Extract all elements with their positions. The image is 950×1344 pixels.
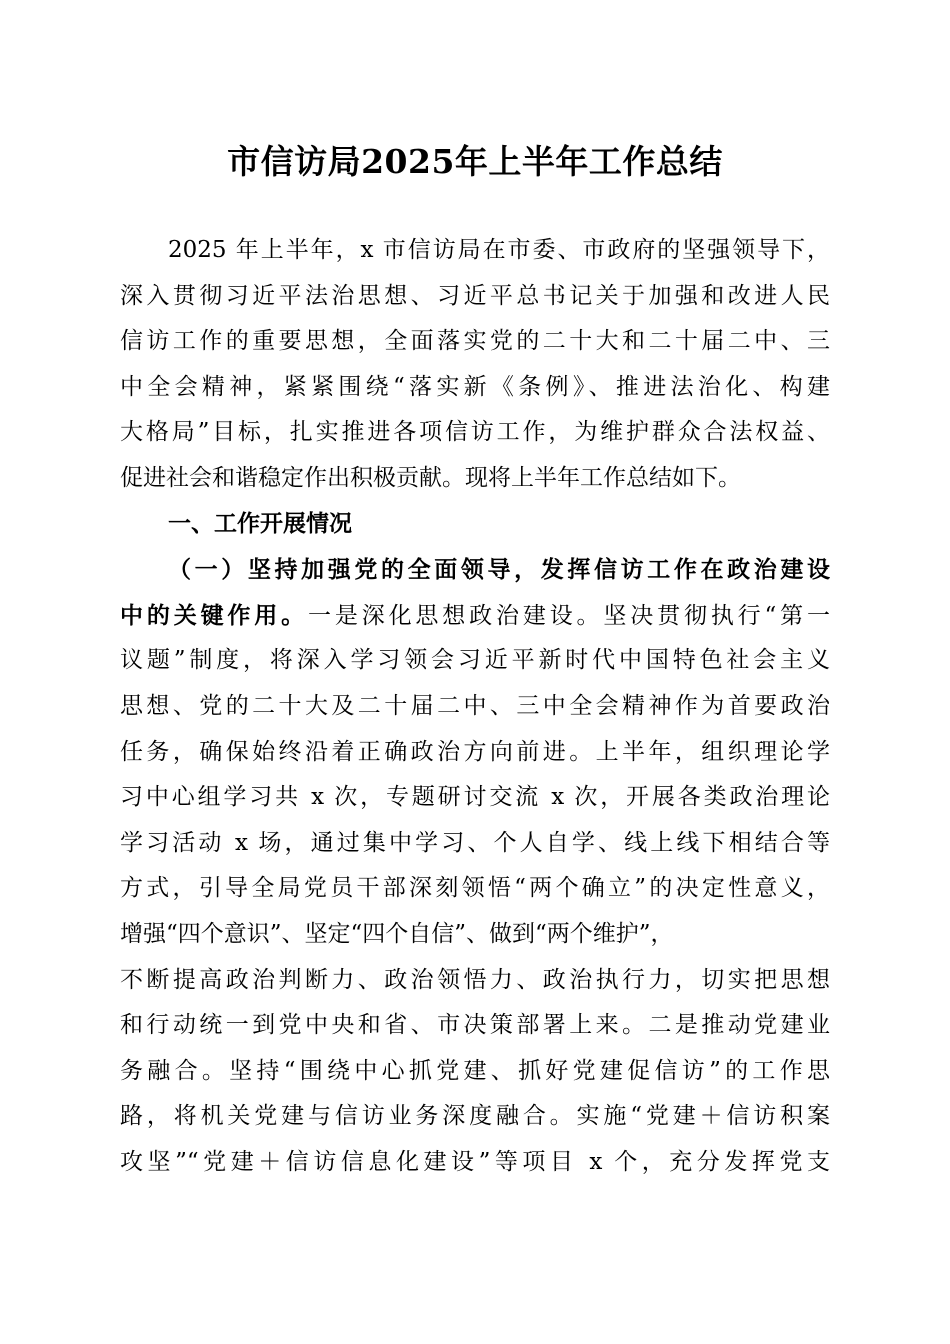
intro-line: 2025 年上半年，x 市信访局在市委、市政府的坚强领导下， (168, 237, 830, 263)
intro-line: 中全会精神，紧紧围绕“落实新《条例》、推进法治化、构建 (120, 373, 830, 400)
subsection-line: 攻坚”“党建＋信访信息化建设”等项目 x 个，充分发挥党支 (120, 1148, 830, 1175)
subsection-line: 增强“四个意识”、坚定“四个自信”、做到“两个维护”， (120, 920, 674, 947)
subsection-line: 思想、党的二十大及二十届二中、三中全会精神作为首要政治 (120, 692, 830, 719)
document-body (120, 228, 830, 1185)
subsection-line: 不断提高政治判断力、政治领悟力、政治执行力，切实把思想 (120, 966, 830, 993)
intro-line: 深入贯彻习近平法治思想、习近平总书记关于加强和改进人民 (120, 282, 830, 309)
subsection-line (120, 593, 830, 639)
subsection-line: 任务，确保始终沿着正确政治方向前进。上半年，组织理论学 (120, 738, 830, 765)
subsection-lead-line: （一）坚持加强党的全面领导，发挥信访工作在政治建设 (168, 556, 830, 584)
subsection-line: 方式，引导全局党员干部深刻领悟“两个确立”的决定性意义， (120, 875, 830, 902)
subsection-line-rest: 一是深化思想政治建设。坚决贯彻执行“第一 (308, 602, 831, 629)
intro-line: 促进社会和谐稳定作出积极贡献。现将上半年工作总结如下。 (120, 464, 741, 491)
intro-line: 信访工作的重要思想，全面落实党的二十大和二十届二中、三 (120, 328, 830, 355)
subsection-lead-end: 中的关键作用。 (120, 601, 308, 629)
section-heading: 一、工作开展情况 (168, 510, 352, 537)
subsection-line: 习中心组学习共 x 次，专题研讨交流 x 次，开展各类政治理论 (120, 784, 830, 811)
subsection-line: 路，将机关党建与信访业务深度融合。实施“党建＋信访积案 (120, 1103, 830, 1130)
document-title: 市信访局2025年上半年工作总结 (227, 142, 723, 181)
subsection-line: 学习活动 x 场，通过集中学习、个人自学、线上线下相结合等 (120, 829, 830, 856)
subsection-line: 议题”制度，将深入学习领会习近平新时代中国特色社会主义 (120, 647, 830, 674)
subsection-line: 务融合。坚持“围绕中心抓党建、抓好党建促信访”的工作思 (120, 1057, 830, 1084)
intro-line: 大格局”目标，扎实推进各项信访工作，为维护群众合法权益、 (120, 419, 830, 446)
subsection-line: 和行动统一到党中央和省、市决策部署上来。二是推动党建业 (120, 1012, 830, 1039)
